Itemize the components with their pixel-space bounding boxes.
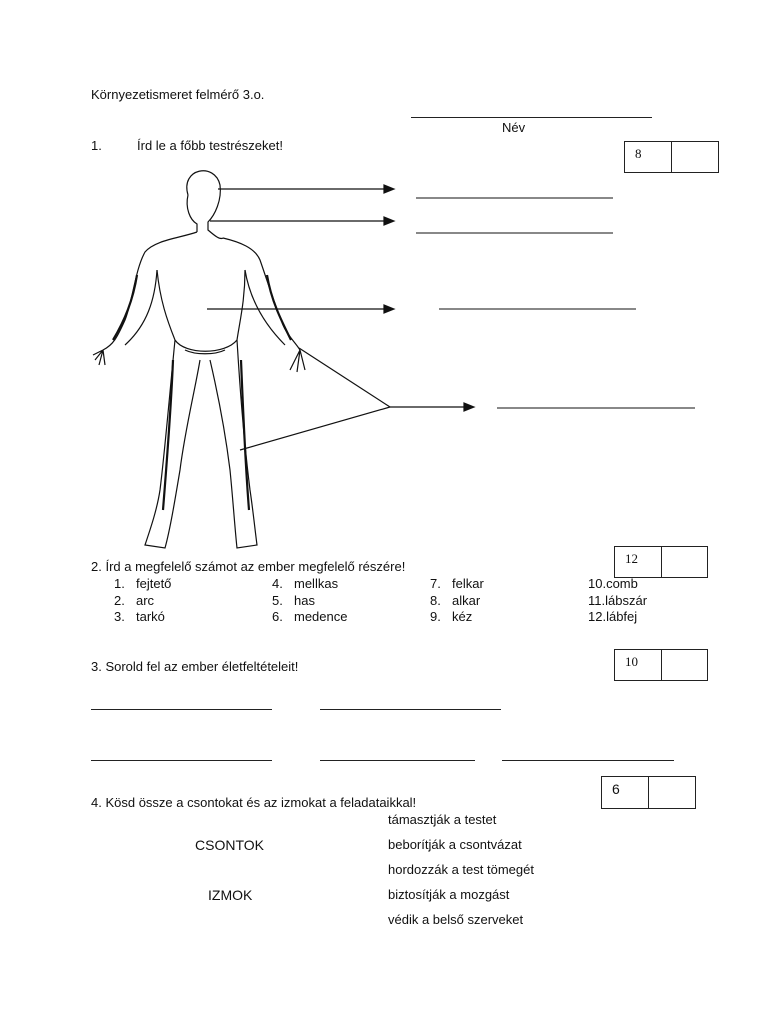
list-item: 5. has (272, 593, 315, 608)
q1-text: Írd le a főbb testrészeket! (137, 138, 283, 153)
list-item: 2. arc (114, 593, 155, 608)
q4-score-box (601, 776, 696, 809)
q4-max-score: 6 (602, 777, 649, 808)
q2-text: 2. Írd a megfelelő számot az ember megfelelő részére! (91, 559, 406, 574)
q3-answer-line[interactable] (502, 760, 674, 761)
q1-answer-lines[interactable] (416, 198, 695, 408)
q4-bones-label: CSONTOK (195, 837, 264, 853)
q3-answer-line[interactable] (320, 709, 501, 710)
list-item: 6. medence (272, 609, 348, 624)
label-arrows (207, 185, 474, 450)
q4-function-item: beborítják a csontvázat (388, 837, 522, 852)
name-line[interactable] (411, 117, 652, 118)
q4-function-item: védik a belső szerveket (388, 912, 524, 927)
q4-function-item: támasztják a testet (388, 812, 497, 827)
q4-text: 4. Kösd össze a csontokat és az izmokat a feladataikkal! (91, 795, 417, 810)
name-label: Név (502, 120, 526, 135)
q2-max-score: 12 (615, 547, 662, 577)
worksheet-title: Környezetismeret felmérő 3.o. (91, 87, 265, 102)
q3-earned-score[interactable] (662, 650, 707, 680)
q4-muscles-label: IZMOK (208, 887, 253, 903)
q3-text: 3. Sorold fel az ember életfeltételeit! (91, 659, 299, 674)
list-item: 7. felkar (430, 576, 484, 591)
q3-answer-line[interactable] (91, 760, 272, 761)
list-item: 3. tarkó (114, 609, 165, 624)
list-item: 1. fejtető (114, 576, 172, 591)
list-item: 8. alkar (430, 593, 481, 608)
q1-number: 1. (91, 138, 102, 153)
q4-earned-score[interactable] (649, 777, 695, 808)
q3-answer-line[interactable] (91, 709, 272, 710)
list-item: 9. kéz (430, 609, 473, 624)
q2-earned-score[interactable] (662, 547, 707, 577)
q2-score-box (614, 546, 708, 578)
list-item: 11.lábszár (588, 593, 648, 608)
human-body-figure (85, 160, 705, 560)
q4-function-item: biztosítják a mozgást (388, 887, 510, 902)
q3-score-box (614, 649, 708, 681)
body-outline (93, 171, 305, 548)
list-item: 12.lábfej (588, 609, 638, 624)
list-item: 4. mellkas (272, 576, 339, 591)
q1-max-score: 8 (625, 142, 672, 172)
q3-answer-line[interactable] (320, 760, 475, 761)
q4-function-item: hordozzák a test tömegét (388, 862, 534, 877)
list-item: 10.comb (588, 576, 638, 591)
q3-max-score: 10 (615, 650, 662, 680)
